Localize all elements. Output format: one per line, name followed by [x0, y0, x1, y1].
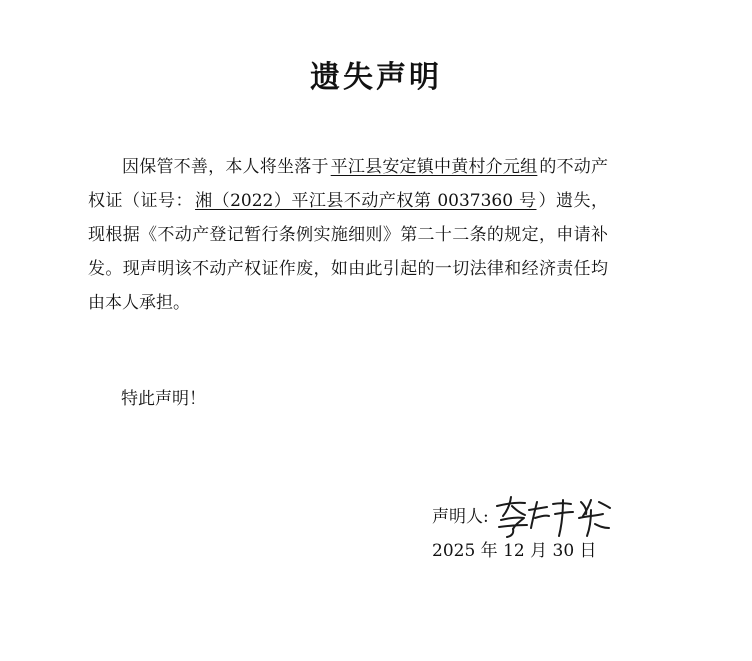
statement-text-1: 因保管不善，本人将坐落于	[122, 157, 329, 177]
document-body	[88, 150, 608, 320]
property-location: 平江县安定镇中黄村介元组	[330, 157, 538, 177]
statement-text-3: ）遗失，现根据《不动产登记暂行条例实施细则》第二十二条的规定，申请补发。现声明该不动产权证作废，如由此引起的一切法律和经济责任均由本人承担。	[88, 191, 609, 313]
certificate-number: 湘（2022）平江县不动产权第 0037360 号	[195, 191, 537, 211]
statement-paragraph	[88, 150, 608, 320]
statement-text-2: 的不动产权证（证号：	[88, 157, 609, 211]
handwritten-signature	[491, 494, 615, 540]
declarant-label: 声明人:	[432, 507, 489, 527]
statement-date: 2025 年 12 月 30 日	[432, 541, 597, 561]
document-title: 遗失声明	[310, 60, 442, 95]
declarant-block	[432, 494, 615, 540]
closing-line: 特此声明！	[121, 389, 206, 409]
